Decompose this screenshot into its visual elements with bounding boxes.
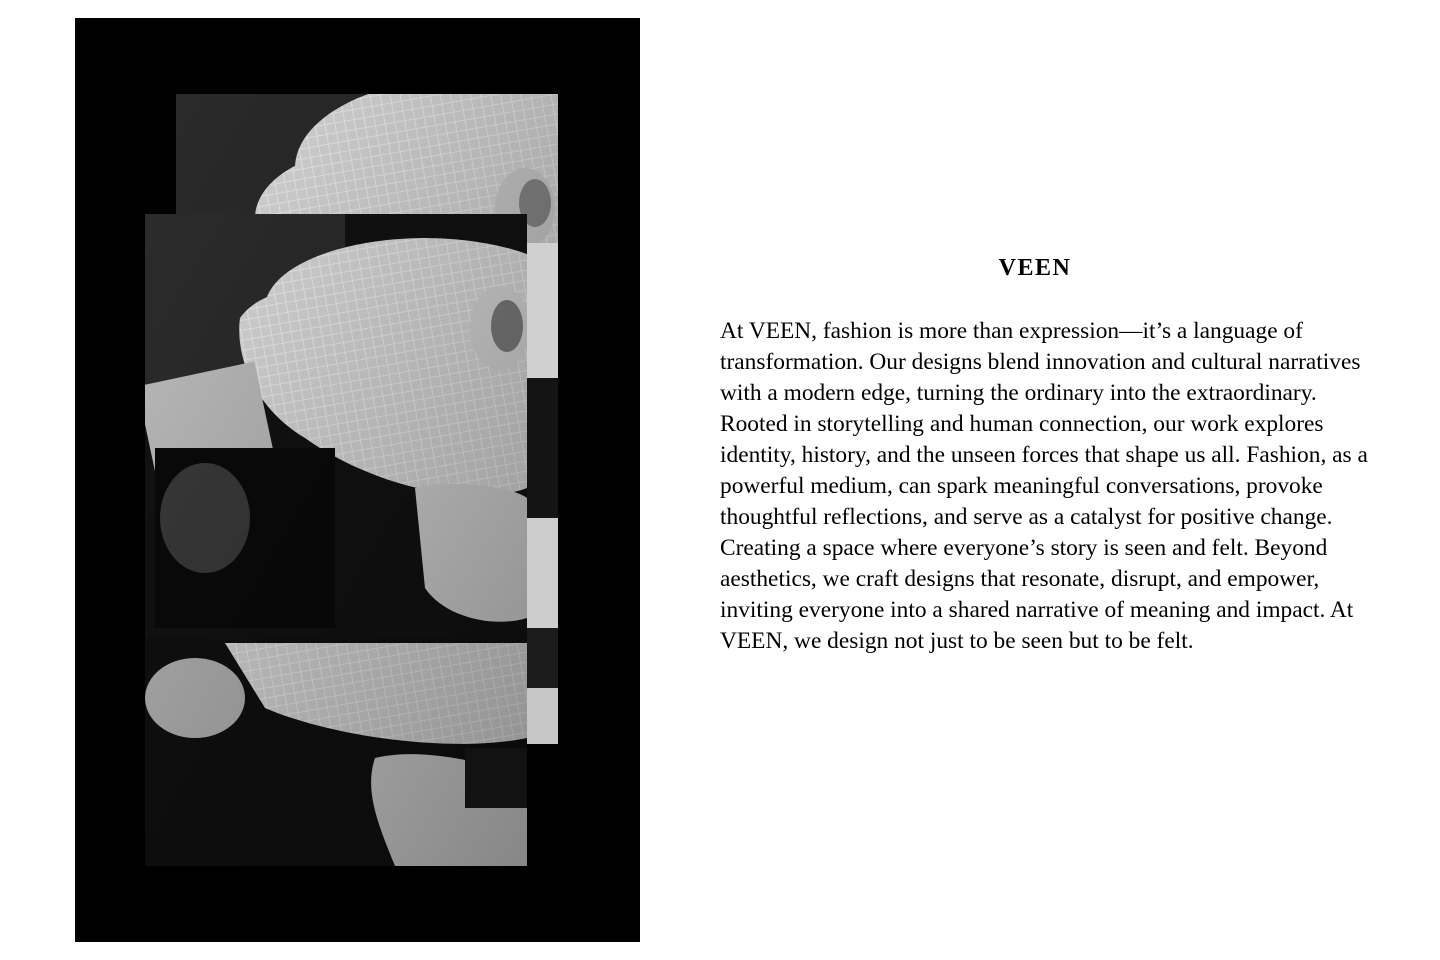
brand-title: VEEN [998, 255, 1072, 281]
fashion-collage-artwork [75, 18, 640, 942]
collage-right-strip [527, 243, 558, 744]
collage-photo-icon [75, 18, 640, 942]
collage-front-panel [137, 214, 585, 866]
brand-statement-section [720, 255, 1380, 657]
brand-statement: At VEEN, fashion is more than expression—it’s a language of transformation. Our designs blend innovation and cultural narratives with a modern edge, turning the ordinary into the extraordinary. Rooted in storytelling and human connection, our work explores identity, history, and the unseen forces that shape us all. Fashion, as a powerful medium, can spark meaningful conversations, provoke thoughtful reflections, and serve as a catalyst for positive change. Creating a space where everyone’s story is seen and felt. Beyond aesthetics, we craft designs that resonate, disrupt, and empower, inviting everyone into a shared narrative of meaning and impact. At VEEN, we design not just to be seen but to be felt. [720, 318, 1368, 654]
